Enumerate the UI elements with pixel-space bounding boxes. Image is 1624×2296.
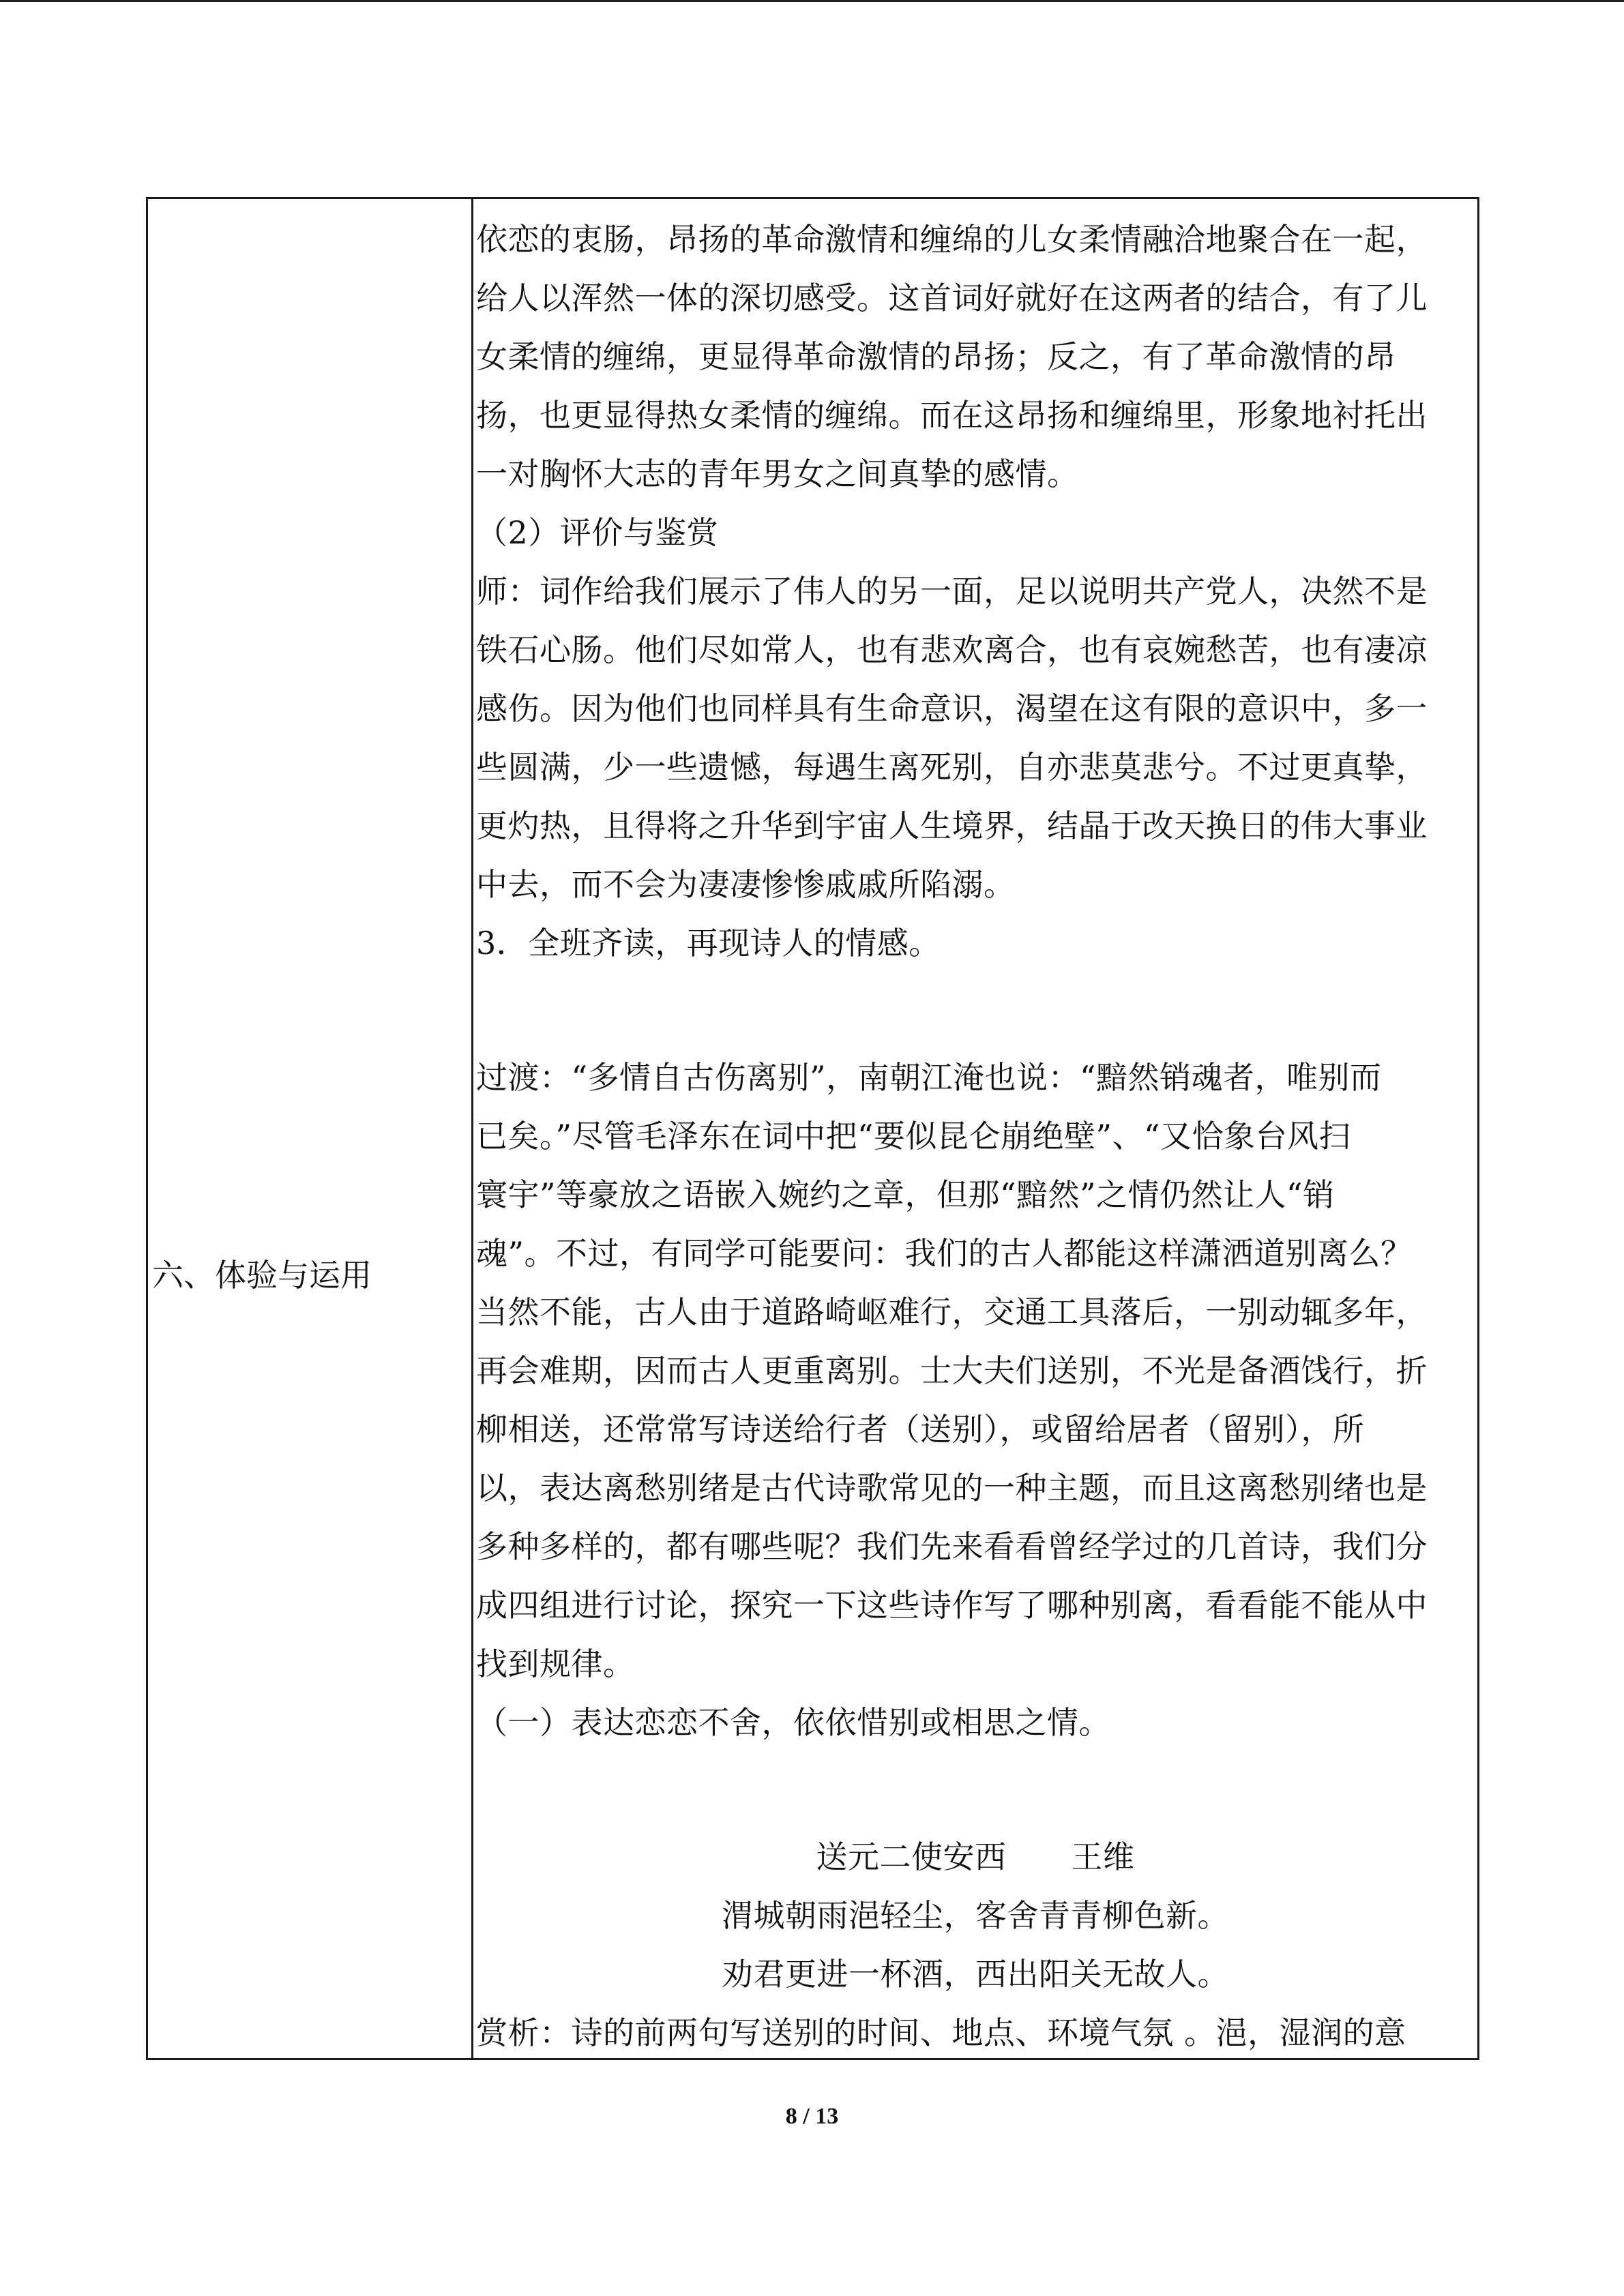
text-line: 扬，也更显得热女柔情的缠绵。而在这昂扬和缠绵里，形象地衬托出 [476, 397, 1428, 434]
text-line: 更灼热，且得将之升华到宇宙人生境界，结晶于改天换日的伟大事业 [476, 807, 1428, 844]
lesson-plan-table [146, 197, 1479, 2060]
text-line: 些圆满，少一些遗憾，每遇生离死别，自亦悲莫悲兮。不过更真挚， [476, 749, 1428, 786]
poem-title: 送元二使安西 [816, 1838, 1007, 1875]
text-line: 铁石心肠。他们尽如常人，也有悲欢离合，也有哀婉愁苦，也有凄凉 [476, 631, 1428, 668]
text-line: 师：词作给我们展示了伟人的另一面，足以说明共产党人，决然不是 [476, 573, 1428, 610]
text-line: 感伤。因为他们也同样具有生命意识，渴望在这有限的意识中，多一 [476, 690, 1428, 727]
page-number: 8 / 13 [785, 2104, 839, 2129]
text-line: 多种多样的，都有哪些呢？我们先来看看曾经学过的几首诗，我们分 [476, 1528, 1428, 1565]
poem-line: 渭城朝雨浥轻尘，客舍青青柳色新。 [722, 1897, 1229, 1934]
poem-line: 劝君更进一杯酒，西出阳关无故人。 [722, 1956, 1229, 1993]
text-line: 女柔情的缠绵，更显得革命激情的昂扬；反之，有了革命激情的昂 [476, 338, 1396, 375]
text-line: 赏析：诗的前两句写送别的时间、地点、环境气氛 。浥，湿润的意 [476, 2014, 1406, 2051]
text-line: 当然不能，古人由于道路崎岖难行，交通工具落后，一别动辄多年， [476, 1294, 1428, 1330]
text-line: 一对胸怀大志的青年男女之间真挚的感情。 [476, 456, 1079, 492]
top-rule [0, 0, 1624, 2]
text-line: 给人以浑然一体的深切感受。这首词好就好在这两者的结合，有了儿 [476, 280, 1428, 316]
text-line: 成四组进行讨论，探究一下这些诗作写了哪种别离，看看能不能从中 [476, 1587, 1428, 1624]
poem-author: 王维 [1071, 1838, 1135, 1875]
text-line: 过渡：“多情自古伤离别”，南朝江淹也说：“黯然销魂者，唯别而 [476, 1059, 1382, 1096]
section-label: 六、体验与运用 [152, 1257, 372, 1294]
text-line: 以，表达离愁别绪是古代诗歌常见的一种主题，而且这离愁别绪也是 [476, 1470, 1428, 1506]
text-line: 再会难期，因而古人更重离别。士大夫们送别，不光是备酒饯行，折 [476, 1352, 1428, 1389]
subheading-line: （一）表达恋恋不舍，依依惜别或相思之情。 [476, 1704, 1110, 1741]
text-line: 已矣。”尽管毛泽东在词中把“要似昆仑崩绝壁”、“又恰象台风扫 [476, 1118, 1351, 1154]
text-line: 寰宇”等豪放之语嵌入婉约之章，但那“黯然”之情仍然让人“销 [476, 1176, 1335, 1213]
text-line: 柳相送，还常常写诗送给行者（送别），或留给居者（留别），所 [476, 1411, 1365, 1448]
subheading-line: （2）评价与鉴赏 [476, 514, 719, 551]
text-line: 魂”。不过，有同学可能要问：我们的古人都能这样潇洒道别离么？ [476, 1235, 1413, 1272]
text-line: 中去，而不会为凄凄惨惨戚戚所陷溺。 [476, 866, 1016, 903]
text-line: 找到规律。 [476, 1645, 635, 1682]
content-cell [473, 199, 1477, 2058]
poem-heading [473, 1828, 1477, 1886]
text-line: 3．全班齐读，再现诗人的情感。 [476, 925, 941, 961]
text-line: 依恋的衷肠，昂扬的革命激情和缠绵的儿女柔情融洽地聚合在一起， [476, 221, 1428, 258]
section-label-cell [148, 199, 471, 2058]
